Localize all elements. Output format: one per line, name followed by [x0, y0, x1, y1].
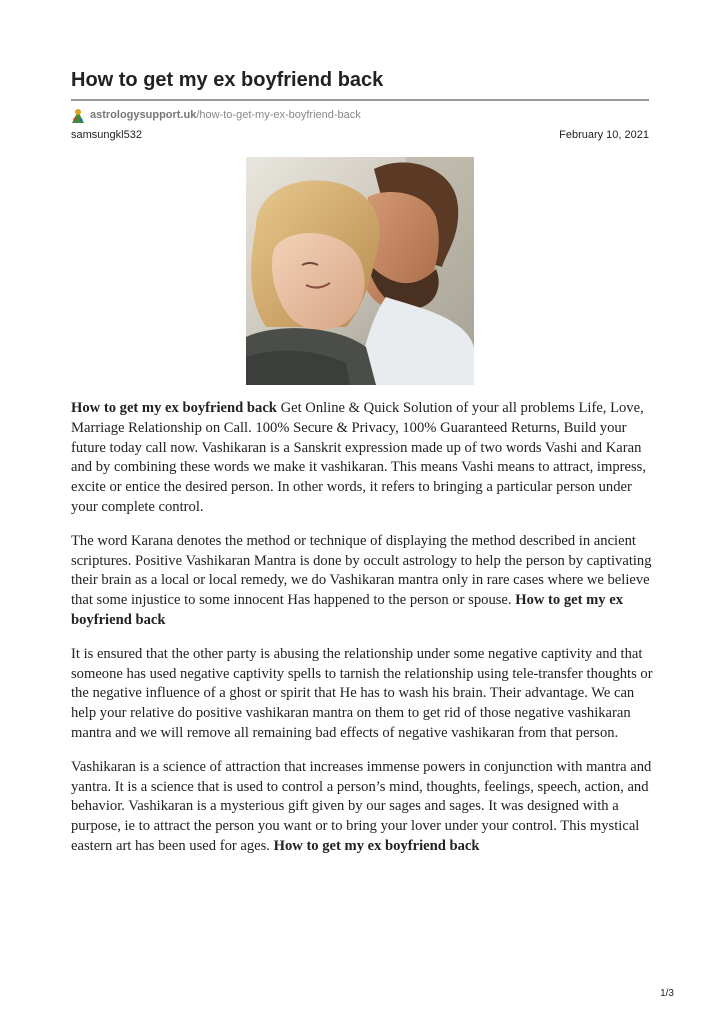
- source-line[interactable]: [71, 107, 361, 123]
- publish-date: February 10, 2021: [559, 129, 649, 141]
- paragraph-4: [71, 758, 653, 857]
- paragraph-1: [71, 399, 653, 518]
- page-title: How to get my ex boyfriend back: [71, 69, 384, 91]
- page-number: 1/3: [660, 988, 674, 999]
- title-divider: [71, 99, 649, 101]
- keyword-link: How to get my ex boyfriend back: [71, 400, 277, 416]
- article-meta: [71, 127, 649, 143]
- paragraph-text: Vashikaran is a science of attraction that increases immense powers in conjunction with mantra and yantra. It is a science that is used to control a person’s mind, thoughts, feelings, speech, action, and behavior. Vashikaran is a mysterious gift given by our sages and sages. It was designed with a purpose, ie to attract the person you want or to bring your lover under your control. This mystical eastern art has been used for ages.: [71, 758, 652, 854]
- article-body: [71, 399, 653, 871]
- paragraph-text: The word Karana denotes the method or technique of displaying the method described in ancient scriptures. Positive Vashikaran Mantra is done by occult astrology to help the person by captivating their brain as a local or local remedy, we do Vashikaran mantra only in rare cases where we believe that some injustice to some innocent Has happened to the person or spouse.: [71, 532, 652, 609]
- paragraph-3: [71, 645, 653, 744]
- source-path[interactable]: /how-to-get-my-ex-boyfriend-back: [196, 109, 361, 121]
- article-photo: [246, 157, 474, 385]
- keyword-link: How to get my ex boyfriend back: [273, 837, 480, 854]
- paragraph-2: [71, 532, 653, 631]
- author-name: samsungkl532: [71, 129, 142, 141]
- site-favicon-icon: [71, 107, 85, 123]
- keyword-link: How to get my ex boyfriend back: [71, 592, 624, 628]
- paragraph-text: It is ensured that the other party is abusing the relationship under some negative captivity and that someone has used negative captivity spells to tarnish the relationship using tele-transfer thoughts or the negative influence of a ghost or spirit that He has to wash his brain. Their advantage. We can help your relative do positive vashikaran mantra on them to get rid of those negative vashikaran mantra and we will remove all remaining bad effects of negative vashikaran from that person.: [71, 645, 653, 741]
- paragraph-text: Get Online & Quick Solution of your all problems Life, Love, Marriage Relationship on Call. 100% Secure & Privacy, 100% Guaranteed Returns, Build your future today call now. Vashikaran is a Sanskrit expression made up of two words Vashi and Karan and by combining these words we make it vashikaran. This means Vashi means to attract, impress, excite or entice the desired person. In other words, it refers to bringing a particular person under your complete control.: [71, 400, 646, 515]
- source-domain[interactable]: astrologysupport.uk: [90, 109, 197, 121]
